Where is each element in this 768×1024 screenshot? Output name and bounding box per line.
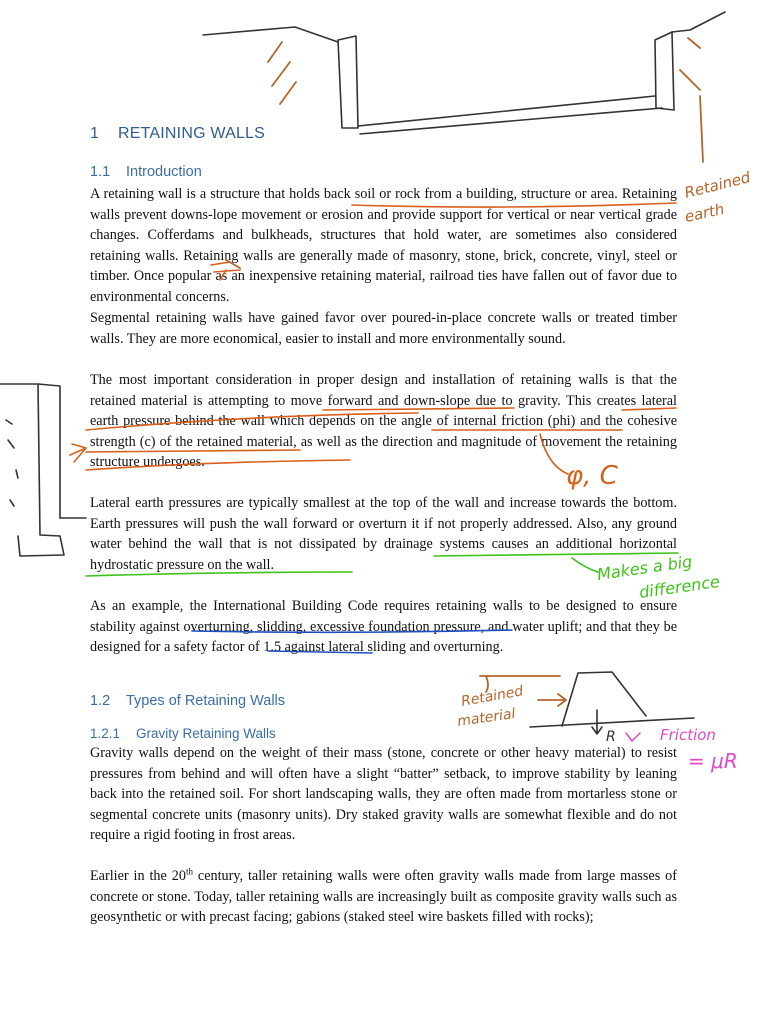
friction-line-2: = μR [688,749,738,773]
gravity-p2-start: Earlier in the 20 [90,868,186,884]
retained-earth-line-2: earth [683,199,726,226]
sketch-left-wall [0,384,86,556]
annotation-retained-earth [683,168,753,226]
big-difference-line-1: Makes a big [595,551,694,584]
intro-number: 1.1 [90,164,111,180]
intro-title: Introduction [126,164,202,180]
gravity-paragraph-2 [90,866,677,928]
retained-earth-line-1: Retained [682,168,753,202]
section-heading [90,125,265,143]
intro-paragraph-1: A retaining wall is a structure that holds back soil or rock from a building, structure or area. Retaining walls prevent downs-lope movement or erosion and provide support for vertical or near vertical grade changes. Cofferdams and bulkheads, structures that hold water, are sometimes also considered retaining walls. Retaining walls are generally made of masonry, stone, brick, concrete, vinyl, steel or timber. Once popular as an inexpensive retaining material, railroad ties have fallen out of favor due to environmental concerns. [90,186,677,305]
types-title: Types of Retaining Walls [126,693,286,709]
annotation-r: R [606,729,616,745]
section-number: 1 [90,125,100,142]
gravity-p2-sup: th [185,866,193,877]
gravity-heading [90,726,276,741]
intro-paragraph-2: Segmental retaining walls have gained favor over poured-in-place concrete walls or treated timber walls. They are more economical, easier to install and more environmentally sound. [90,310,677,347]
intro-paragraph-5: As an example, the International Building Code requires retaining walls to be designed to ensure stability against overturning, slidding, excessive foundation pressure, and water uplift; and that they be designed for a safety factor of 1.5 against lateral sliding and overturning. [90,598,677,656]
gravity-number: 1.2.1 [90,726,121,741]
sketch-gravity-wall [480,672,694,734]
section-title: RETAINING WALLS [118,125,266,142]
annotation-retained-material [456,683,524,730]
retained-material-line-2: material [456,705,517,730]
retained-material-line-1: Retained [459,683,525,710]
intro-paragraph-3: The most important consideration in proper design and installation of retaining walls is that the retained material is attempting to move forward and down-slope due to gravity. This creates lateral earth pressure behind the wall which depends on the angle of internal friction (phi) and the cohesive strength (c) of the retained material, as well as the direction and magnitude of movement the retaining structure undergoes. [90,372,677,471]
intro-paragraph-4: Lateral earth pressures are typically smallest at the top of the wall and increase towards the bottom. Earth pressures will push the wall forward or overturn it if not properly addressed. Also, any ground water behind the wall that is not dissipated by drainage systems causes an additional horizontal hydrostatic pressure on the wall. [90,495,677,573]
gravity-paragraph-1: Gravity walls depend on the weight of their mass (stone, concrete or other heavy material) to resist pressures from behind and will often have a slight “batter” setback, to improve stability by leaning back into the retained soil. For short landscaping walls, they are often made from mortarless stone or segmental concrete units (masonry units). Dry staked gravity walls are somewhat flexible and do not require a rigid footing in frost areas. [90,745,677,844]
big-difference-line-2: difference [637,571,721,602]
gravity-title: Gravity Retaining Walls [136,726,276,741]
gravity-p2-rest: century, taller retaining walls were often gravity walls made from large masses of concrete or stone. Today, taller retaining walls are increasingly built as composite gravity walls such as geosynthetic or with precast facing; gabions (staked steel wire baskets filled with rocks); [90,868,677,926]
annotation-phi-c: φ, C [566,461,618,491]
intro-heading [90,164,202,180]
types-number: 1.2 [90,693,111,709]
friction-line-1: Friction [660,726,716,744]
sketch-retaining-walls [203,12,725,162]
types-heading [90,693,285,709]
